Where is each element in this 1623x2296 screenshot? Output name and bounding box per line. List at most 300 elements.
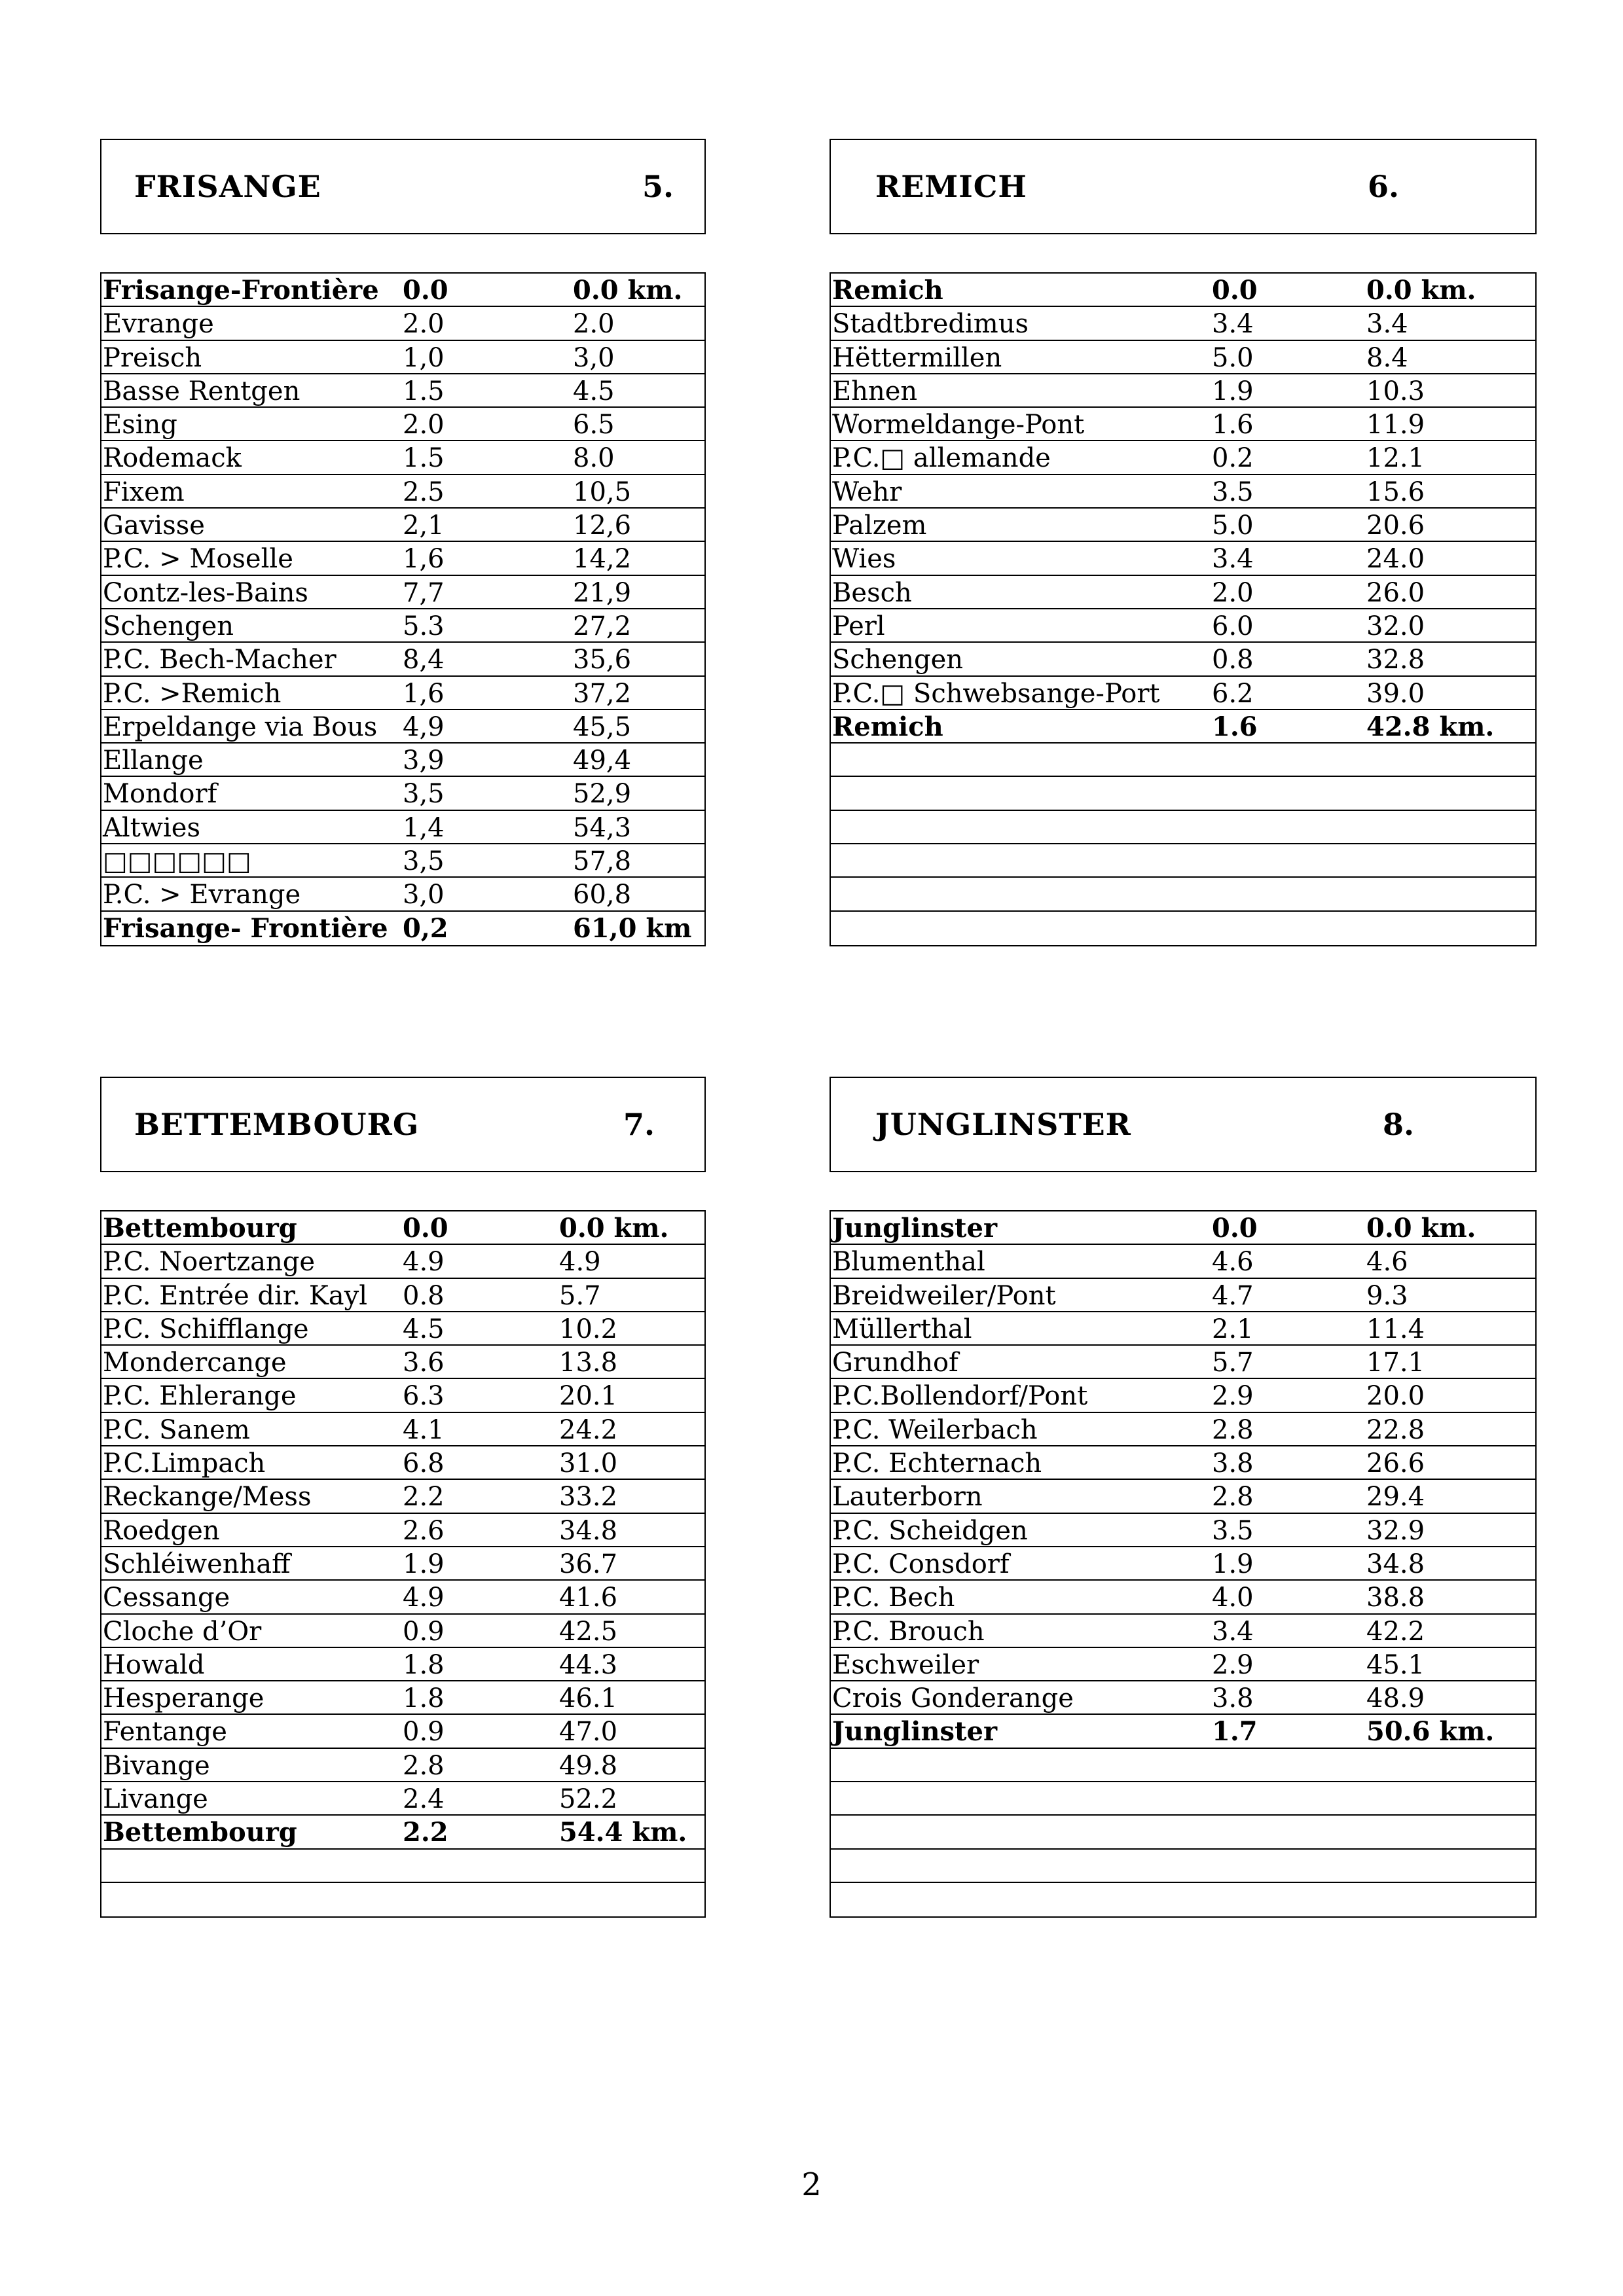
stage-name: Wies [832,544,896,575]
route-stage-row [101,307,704,340]
cumulative-distance: 10.3 [1366,376,1425,406]
stage-distance: 6.0 [1212,611,1254,641]
cumulative-distance: 11.9 [1366,410,1425,440]
stage-distance: 2.1 [1212,1314,1254,1344]
cumulative-distance: 47.0 [559,1717,618,1748]
stage-distance: 0.8 [403,1280,445,1311]
stage-distance: 2.9 [1212,1381,1254,1412]
route-stage-row [831,1279,1535,1312]
cumulative-distance: 39.0 [1366,678,1425,709]
route-stage-row [831,1850,1535,1883]
cumulative-distance: 6.5 [573,410,615,440]
route-stage-row [831,844,1535,878]
stage-distance: 2.8 [1212,1482,1254,1513]
stage-distance: 2.0 [403,309,445,340]
stage-distance: 1,4 [403,812,445,843]
stage-name: Hesperange [103,1683,264,1714]
stage-distance: 3.5 [1212,1515,1254,1546]
cumulative-distance: 20.6 [1366,511,1425,541]
stage-distance: 2.8 [1212,1414,1254,1445]
stage-distance: 0.2 [1212,443,1254,474]
stage-distance: 3,0 [403,880,445,910]
route-endpoint-row [101,1211,704,1245]
route-stage-row [831,744,1535,777]
route-stage-row [101,1681,704,1715]
route-number: 5. [642,169,674,204]
route-stage-row [831,1346,1535,1379]
route-stage-row [831,1379,1535,1412]
cumulative-distance: 14,2 [573,544,632,575]
route-stage-row [831,509,1535,542]
cumulative-distance: 11.4 [1366,1314,1425,1344]
cumulative-distance: 35,6 [573,645,632,675]
route-endpoint-row [831,274,1535,307]
cumulative-distance: 10.2 [559,1314,618,1344]
route-stage-row [831,441,1535,475]
cumulative-distance: 52.2 [559,1784,618,1815]
stage-distance: 1.6 [1212,410,1254,440]
route-stage-row [831,1514,1535,1547]
stage-distance: 2,1 [403,511,445,541]
stage-distance: 1,6 [403,678,445,709]
cumulative-distance: 0.0 km. [573,275,683,306]
cumulative-distance: 54,3 [573,812,632,843]
stage-name: Gavisse [103,511,205,541]
stage-distance: 3,5 [403,779,445,810]
stage-distance: 1.7 [1212,1716,1258,1748]
cumulative-distance: 60,8 [573,880,632,910]
route-stage-row [831,1245,1535,1278]
route-number: 7. [623,1107,655,1142]
stage-name: Eschweiler [832,1649,979,1680]
stage-distance: 0.0 [1212,1213,1258,1244]
stage-distance: 2.0 [1212,577,1254,608]
route-stage-row [831,341,1535,374]
cumulative-distance: 54.4 km. [559,1817,687,1848]
stage-distance: 4,9 [403,711,445,742]
route-stage-row [101,1581,704,1614]
cumulative-distance: 38.8 [1366,1583,1425,1613]
route-stage-row [101,1446,704,1480]
cumulative-distance: 21,9 [573,577,632,608]
route-stage-row [101,677,704,710]
route-stage-row [101,1547,704,1581]
stage-distance: 4.9 [403,1583,445,1613]
stage-name: P.C. Schifflange [103,1314,309,1344]
cumulative-distance: 2.0 [573,309,615,340]
route-endpoint-row [831,1211,1535,1245]
cumulative-distance: 13.8 [559,1348,618,1378]
cumulative-distance: 52,9 [573,779,632,810]
cumulative-distance: 49,4 [573,745,632,776]
cumulative-distance: 27,2 [573,611,632,641]
stage-distance: 6.2 [1212,678,1254,709]
stage-name: P.C. Brouch [832,1616,985,1647]
cumulative-distance: 34.8 [1366,1549,1425,1579]
stage-name: P.C. Bech-Macher [103,645,337,675]
stage-name: Junglinster [832,1716,998,1748]
cumulative-distance: 37,2 [573,678,632,709]
route-stage-row [831,1413,1535,1446]
stage-name: P.C. Entrée dir. Kayl [103,1280,368,1311]
route-stage-row [101,374,704,408]
route-stage-row [101,475,704,509]
stage-name: P.C. Weilerbach [832,1414,1038,1445]
stage-distance: 0.0 [1212,275,1258,306]
route-stage-row [831,677,1535,710]
cumulative-distance: 33.2 [559,1482,618,1513]
stage-name: Mondercange [103,1348,287,1378]
stage-distance: 8,4 [403,645,445,675]
stage-distance: 1.8 [403,1649,445,1680]
stage-name: Breidweiler/Pont [832,1280,1056,1311]
stage-distance: 4.9 [403,1247,445,1278]
cumulative-distance: 22.8 [1366,1414,1425,1445]
stage-distance: 1,6 [403,544,445,575]
stage-name: Frisange-Frontière [103,275,379,306]
stage-name: Cloche d’Or [103,1616,262,1647]
stage-name: P.C.Bollendorf/Pont [832,1381,1088,1412]
stage-distance: 5.7 [1212,1348,1254,1378]
cumulative-distance: 10,5 [573,476,632,507]
stage-name: Palzem [832,511,927,541]
stage-name: Mondorf [103,779,217,810]
route-stage-row [101,576,704,609]
cumulative-distance: 3.4 [1366,309,1408,340]
route-stage-row [101,777,704,810]
stage-name: P.C. > Moselle [103,544,293,575]
cumulative-distance: 8.4 [1366,342,1408,373]
cumulative-distance: 24.2 [559,1414,618,1445]
stage-distance: 1.6 [1212,711,1258,742]
stage-distance: 4.6 [1212,1247,1254,1278]
cumulative-distance: 0.0 km. [1366,275,1476,306]
route-stage-row [101,710,704,744]
stage-distance: 1,0 [403,342,445,373]
cumulative-distance: 29.4 [1366,1482,1425,1513]
stage-name: Wehr [832,476,902,507]
cumulative-distance: 24.0 [1366,544,1425,575]
stage-name: P.C. Scheidgen [832,1515,1028,1546]
stage-name: P.C.□ allemande [832,443,1051,474]
cumulative-distance: 17.1 [1366,1348,1425,1378]
route-stage-row [101,1279,704,1312]
cumulative-distance: 0.0 km. [559,1213,669,1244]
route-stage-row [101,1883,704,1916]
stage-name: Schléiwenhaff [103,1549,291,1579]
stage-distance: 5.0 [1212,342,1254,373]
stage-name: Bettembourg [103,1817,297,1848]
cumulative-distance: 5.7 [559,1280,601,1311]
stage-distance: 3.8 [1212,1448,1254,1479]
stage-name: Fixem [103,476,185,507]
stage-distance: 2.2 [403,1817,448,1848]
route-stage-row [831,408,1535,441]
stage-name: Ehnen [832,376,918,406]
stage-name: P.C.□ Schwebsange-Port [832,678,1160,709]
cumulative-distance: 32.0 [1366,611,1425,641]
cumulative-distance: 34.8 [559,1515,618,1546]
stage-name: P.C. Noertzange [103,1247,316,1278]
stage-name: Hëttermillen [832,342,1002,373]
stage-distance: 1.5 [403,443,445,474]
stage-distance: 4.1 [403,1414,445,1445]
stage-distance: 5.0 [1212,511,1254,541]
stage-distance: 2.9 [1212,1649,1254,1680]
stage-distance: 0.0 [403,275,448,306]
route-table [830,1210,1537,1918]
route-stage-row [831,643,1535,676]
stage-name: Livange [103,1784,208,1815]
cumulative-distance: 48.9 [1366,1683,1425,1714]
stage-distance: 3.6 [403,1348,445,1378]
stage-name: P.C. Ehlerange [103,1381,297,1412]
stage-name: Schengen [103,611,234,641]
route-stage-row [831,1883,1535,1916]
cumulative-distance: 15.6 [1366,476,1425,507]
route-stage-row [831,1312,1535,1346]
stage-name: Besch [832,577,912,608]
route-stage-row [831,307,1535,340]
stage-name: Roedgen [103,1515,220,1546]
stage-name: P.C. Consdorf [832,1549,1010,1579]
stage-name: Esing [103,410,177,440]
route-title: BETTEMBOURG [134,1107,420,1142]
stage-name: Bettembourg [103,1213,297,1244]
stage-distance: 3.4 [1212,544,1254,575]
cumulative-distance: 4.6 [1366,1247,1408,1278]
stage-name: Contz-les-Bains [103,577,308,608]
stage-name: Altwies [103,812,200,843]
route-stage-row [831,475,1535,509]
cumulative-distance: 8.0 [573,443,615,474]
route-stage-row [101,1514,704,1547]
route-stage-row [831,1816,1535,1849]
route-stage-row [101,1346,704,1379]
stage-name: Rodemack [103,443,242,474]
stage-distance: 0.9 [403,1717,445,1748]
route-stage-row [831,1648,1535,1681]
stage-name: Remich [832,275,943,306]
stage-name: Grundhof [832,1348,958,1378]
stage-name: Erpeldange via Bous [103,711,378,742]
route-stage-row [101,1782,704,1816]
route-stage-row [101,1715,704,1748]
stage-distance: 4.7 [1212,1280,1254,1311]
cumulative-distance: 36.7 [559,1549,618,1579]
route-stage-row [831,609,1535,643]
stage-name: Basse Rentgen [103,376,301,406]
route-table [830,272,1537,946]
stage-distance: 5.3 [403,611,445,641]
cumulative-distance: 4.9 [559,1247,601,1278]
route-stage-row [101,542,704,575]
cumulative-distance: 20.0 [1366,1381,1425,1412]
stage-name: □□□□□□ [103,846,251,877]
stage-name: P.C. > Evrange [103,880,301,910]
stage-distance: 3,9 [403,745,445,776]
route-stage-row [831,1581,1535,1614]
cumulative-distance: 45,5 [573,711,632,742]
stage-distance: 1.9 [1212,376,1254,406]
route-stage-row [831,576,1535,609]
route-stage-row [101,844,704,878]
cumulative-distance: 12,6 [573,511,632,541]
stage-name: Howald [103,1649,205,1680]
route-stage-row [831,1480,1535,1513]
route-stage-row [101,643,704,676]
cumulative-distance: 42.2 [1366,1616,1425,1647]
route-endpoint-row [831,1715,1535,1748]
stage-distance: 1.9 [1212,1549,1254,1579]
route-stage-row [831,878,1535,911]
stage-name: Fentange [103,1717,227,1748]
route-title-box [830,139,1537,234]
route-title: FRISANGE [134,169,321,204]
cumulative-distance: 32.8 [1366,645,1425,675]
route-stage-row [101,1615,704,1648]
route-stage-row [831,912,1535,945]
stage-distance: 2.2 [403,1482,445,1513]
stage-distance: 0.8 [1212,645,1254,675]
route-title-box [100,1077,706,1172]
stage-distance: 3,5 [403,846,445,877]
stage-distance: 4.0 [1212,1583,1254,1613]
stage-name: Wormeldange-Pont [832,410,1085,440]
route-endpoint-row [101,1816,704,1849]
stage-distance: 3.5 [1212,476,1254,507]
stage-name: Preisch [103,342,202,373]
route-stage-row [831,811,1535,844]
cumulative-distance: 46.1 [559,1683,618,1714]
stage-name: Evrange [103,309,214,340]
route-stage-row [831,1749,1535,1782]
route-title-box [830,1077,1537,1172]
stage-name: Junglinster [832,1213,998,1244]
stage-name: P.C. Sanem [103,1414,250,1445]
stage-distance: 0.9 [403,1616,445,1647]
cumulative-distance: 3,0 [573,342,615,373]
cumulative-distance: 0.0 km. [1366,1213,1476,1244]
stage-name: Schengen [832,645,964,675]
route-stage-row [831,1547,1535,1581]
route-stage-row [831,1446,1535,1480]
route-stage-row [101,609,704,643]
stage-distance: 1.5 [403,376,445,406]
stage-name: Stadtbredimus [832,309,1029,340]
route-endpoint-row [101,912,704,945]
cumulative-distance: 12.1 [1366,443,1425,474]
route-stage-row [101,878,704,911]
stage-name: Cessange [103,1583,230,1613]
route-endpoint-row [101,274,704,307]
stage-distance: 2.5 [403,476,445,507]
route-stage-row [101,1648,704,1681]
route-stage-row [101,408,704,441]
cumulative-distance: 41.6 [559,1583,618,1613]
stage-distance: 6.8 [403,1448,445,1479]
stage-distance: 0.0 [403,1213,448,1244]
route-stage-row [831,1615,1535,1648]
route-stage-row [831,374,1535,408]
cumulative-distance: 44.3 [559,1649,618,1680]
stage-name: P.C. Echternach [832,1448,1042,1479]
route-stage-row [101,1312,704,1346]
route-number: 8. [1383,1107,1415,1142]
stage-name: Perl [832,611,885,641]
stage-name: P.C. >Remich [103,678,282,709]
stage-name: Crois Gonderange [832,1683,1074,1714]
route-title-box [100,139,706,234]
route-table [100,272,706,946]
route-stage-row [831,1681,1535,1715]
route-stage-row [101,811,704,844]
route-stage-row [101,1749,704,1782]
stage-name: Bivange [103,1750,210,1781]
route-stage-row [101,1379,704,1412]
route-stage-row [101,1850,704,1883]
cumulative-distance: 50.6 km. [1366,1716,1495,1748]
stage-distance: 0,2 [403,912,448,944]
route-number: 6. [1368,169,1400,204]
cumulative-distance: 26.0 [1366,577,1425,608]
route-stage-row [101,1245,704,1278]
stage-distance: 3.4 [1212,1616,1254,1647]
cumulative-distance: 4.5 [573,376,615,406]
cumulative-distance: 45.1 [1366,1649,1425,1680]
stage-name: Remich [832,711,943,742]
stage-name: Müllerthal [832,1314,972,1344]
stage-distance: 6.3 [403,1381,445,1412]
route-stage-row [101,441,704,475]
route-stage-row [101,744,704,777]
stage-distance: 1.8 [403,1683,445,1714]
stage-name: Blumenthal [832,1247,985,1278]
route-stage-row [831,777,1535,810]
cumulative-distance: 61,0 km [573,912,692,944]
cumulative-distance: 20.1 [559,1381,618,1412]
stage-distance: 3.4 [1212,309,1254,340]
route-stage-row [101,509,704,542]
page-number: 2 [801,2166,822,2203]
cumulative-distance: 42.5 [559,1616,618,1647]
stage-name: Frisange- Frontière [103,912,388,944]
cumulative-distance: 57,8 [573,846,632,877]
stage-distance: 2.6 [403,1515,445,1546]
stage-name: P.C.Limpach [103,1448,266,1479]
route-stage-row [101,1480,704,1513]
route-stage-row [831,542,1535,575]
stage-distance: 2.8 [403,1750,445,1781]
stage-distance: 7,7 [403,577,445,608]
route-stage-row [831,1782,1535,1816]
route-endpoint-row [831,710,1535,744]
route-table [100,1210,706,1918]
stage-distance: 4.5 [403,1314,445,1344]
route-title: JUNGLINSTER [875,1107,1131,1142]
stage-distance: 1.9 [403,1549,445,1579]
stage-name: Reckange/Mess [103,1482,312,1513]
route-title: REMICH [875,169,1027,204]
cumulative-distance: 49.8 [559,1750,618,1781]
cumulative-distance: 42.8 km. [1366,711,1495,742]
cumulative-distance: 26.6 [1366,1448,1425,1479]
cumulative-distance: 31.0 [559,1448,618,1479]
stage-distance: 2.4 [403,1784,445,1815]
stage-distance: 2.0 [403,410,445,440]
cumulative-distance: 9.3 [1366,1280,1408,1311]
route-stage-row [101,1413,704,1446]
